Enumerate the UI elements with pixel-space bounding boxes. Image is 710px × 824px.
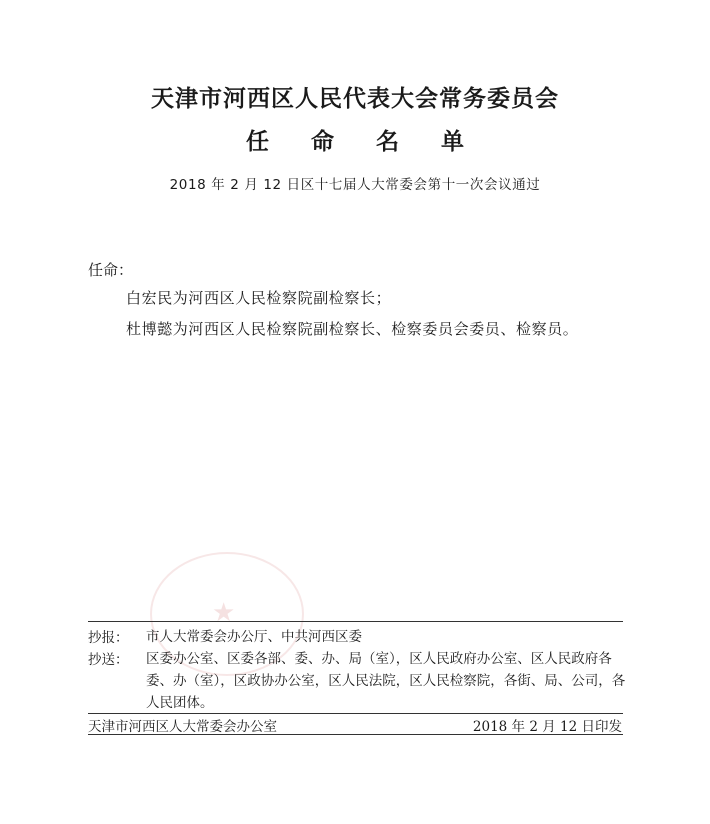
issuer: 天津市河西区人大常委会办公室 <box>88 719 277 735</box>
cc-report-label: 抄报： <box>88 630 129 646</box>
meeting-subtitle: 2018 年 2 月 12 日区十七届人大常委会第十一次会议通过 <box>169 177 541 193</box>
divider-middle <box>88 713 623 714</box>
appointment-label: 任命： <box>88 261 134 279</box>
cc-send-label: 抄送： <box>88 652 129 668</box>
cc-send-text: 区委办公室、区委各部、委、办、局（室），区人民政府办公室、区人民政府各委、办（室），区政协办公室，区人民法院，区人民检察院，各街、局、公司，各人民团体。 <box>146 651 626 711</box>
divider-bottom <box>88 734 623 735</box>
divider-top <box>88 621 623 622</box>
cc-send-row <box>88 648 628 714</box>
cc-report-row <box>88 626 628 648</box>
org-title: 天津市河西区人民代表大会常务委员会 <box>151 86 559 112</box>
appointment-item: 杜博懿为河西区人民检察院副检察长、检察委员会委员、检察员。 <box>126 320 579 338</box>
issue-date: 2018 年 2 月 12 日印发 <box>472 719 622 735</box>
appointment-item: 白宏民为河西区人民检察院副检察长； <box>126 289 392 307</box>
seal-star-icon: ★ <box>212 598 236 628</box>
document-title: 任命名单 <box>246 129 506 155</box>
cc-report-text: 市人大常委会办公厅、中共河西区委 <box>146 629 362 645</box>
